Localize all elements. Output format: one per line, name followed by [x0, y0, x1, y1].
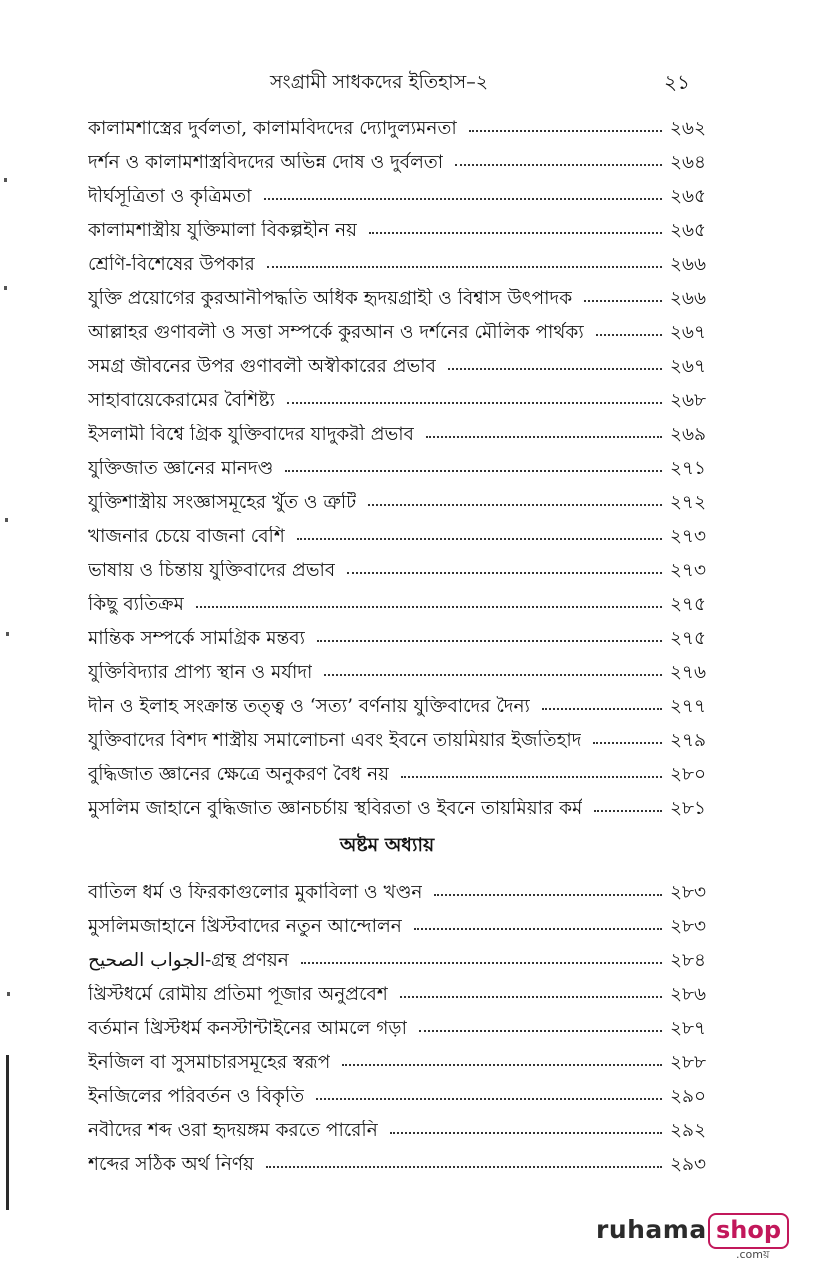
toc-entry-page: ২৭৩ — [669, 525, 706, 547]
toc-entry — [88, 207, 706, 241]
scan-speck — [5, 518, 8, 522]
dot-leader — [266, 1166, 662, 1168]
toc-entry-page: ২৯২ — [669, 1119, 706, 1141]
running-title: সংগ্রামী সাধকদের ইতিহাস–২ — [270, 71, 489, 93]
toc-entry-title: যুক্তি প্রয়োগের কুরআনীপদ্ধতি অধিক হৃদয়গ্রাহী ও বিশ্বাস উৎপাদক — [88, 287, 573, 309]
watermark-logo — [596, 1215, 786, 1265]
toc-entry — [88, 581, 706, 615]
toc-entry — [88, 785, 706, 819]
toc-entry-title: ইসলামী বিশ্বে গ্রিক যুক্তিবাদের যাদুকরী প্রভাব — [88, 423, 414, 445]
toc-entry-page: ২৮৮ — [669, 1051, 706, 1073]
scan-speck — [4, 178, 7, 182]
toc-entry — [88, 275, 706, 309]
dot-leader — [264, 198, 662, 200]
toc-entry-title: যুক্তিবিদ্যার প্রাপ্য স্থান ও মর্যাদা — [88, 661, 313, 683]
toc-entry — [88, 751, 706, 785]
toc-entry — [88, 1005, 706, 1039]
toc-entry — [88, 309, 706, 343]
toc-entry-page: ২৬৬ — [669, 253, 706, 275]
toc-entry-title: যুক্তিজাত জ্ঞানের মানদণ্ড — [88, 457, 274, 479]
toc-entry-title: মুসলিমজাহানে খ্রিস্টবাদের নতুন আন্দোলন — [88, 915, 402, 937]
dot-leader — [400, 996, 662, 998]
toc-entry-title: বুদ্ধিজাত জ্ঞানের ক্ষেত্রে অনুকরণ বৈধ নয় — [88, 763, 390, 785]
toc-entry-title: ইনজিলের পরিবর্তন ও বিকৃতি — [88, 1085, 305, 1107]
toc-entry — [88, 377, 706, 411]
toc-entry-page: ২৮০ — [669, 763, 706, 785]
toc-entry — [88, 105, 706, 139]
toc-entry — [88, 1073, 706, 1107]
dot-leader — [390, 1132, 662, 1134]
dot-leader — [324, 674, 662, 676]
toc-entry — [88, 547, 706, 581]
dot-leader — [342, 1064, 662, 1066]
dot-leader — [594, 810, 662, 812]
dot-leader — [593, 742, 662, 744]
logo-text-suffix: .comয় — [736, 1248, 770, 1261]
toc-entry-title: খাজনার চেয়ে বাজনা বেশি — [88, 525, 285, 547]
dot-leader — [369, 232, 662, 234]
toc-entry-title: যুক্তিবাদের বিশদ শাস্ত্রীয় সমালোচনা এবং ইবনে তায়মিয়ার ইজতিহাদ — [88, 729, 582, 751]
toc-entry-title: শ্রেণি-বিশেষের উপকার — [88, 253, 255, 275]
dot-leader — [584, 300, 662, 302]
dot-leader — [297, 538, 662, 540]
scan-speck — [7, 992, 10, 996]
toc-entry-title: বাতিল ধর্ম ও ফিরকাগুলোর মুকাবিলা ও খণ্ডন — [88, 881, 423, 903]
page-header — [0, 68, 825, 100]
toc-entry — [88, 869, 706, 903]
dot-leader — [426, 436, 662, 438]
toc-entry-title: মুসলিম জাহানে বুদ্ধিজাত জ্ঞানচর্চায় স্থবিরতা ও ইবনে তায়মিয়ার কর্ম — [88, 797, 583, 819]
toc-entry-page: ২৯৩ — [669, 1153, 706, 1175]
dot-leader — [448, 368, 662, 370]
toc-entry — [88, 343, 706, 377]
toc-entry — [88, 445, 706, 479]
dot-leader — [267, 266, 662, 268]
scan-edge-line — [6, 1055, 9, 1210]
toc-entry-title: সমগ্র জীবনের উপর গুণাবলী অস্বীকারের প্রভাব — [88, 355, 436, 377]
toc-entry — [88, 649, 706, 683]
toc-list-chapter-8 — [88, 869, 706, 1175]
toc-entry-page: ২৬৪ — [669, 151, 706, 173]
toc-entry-page: ২৮৭ — [669, 1017, 706, 1039]
toc-entry — [88, 479, 706, 513]
toc-entry-page: ২৬৯ — [669, 423, 706, 445]
toc-entry-page: ২৮৬ — [669, 983, 706, 1005]
dot-leader — [285, 470, 662, 472]
toc-entry — [88, 411, 706, 445]
toc-entry-page: ২৬৬ — [669, 287, 706, 309]
toc-entry-page: ২৬৭ — [669, 355, 706, 377]
table-of-contents — [88, 105, 706, 1175]
toc-entry-title: দীর্ঘসূত্রিতা ও কৃত্রিমতা — [88, 185, 252, 207]
toc-entry — [88, 615, 706, 649]
logo-text-ruhama: ruhama — [596, 1215, 707, 1244]
toc-entry-page: ২৭৬ — [669, 661, 706, 683]
toc-entry-page: ২৭৯ — [669, 729, 706, 751]
dot-leader — [542, 708, 662, 710]
toc-entry-page: ২৭৭ — [669, 695, 706, 717]
dot-leader — [287, 402, 662, 404]
toc-entry-page: ২৭৩ — [669, 559, 706, 581]
toc-entry-page: ২৮৩ — [669, 915, 706, 937]
toc-entry-page: ২৬৮ — [669, 389, 706, 411]
toc-entry-title: সাহাবায়েকেরামের বৈশিষ্ট্য — [88, 389, 275, 411]
toc-entry — [88, 241, 706, 275]
dot-leader — [317, 640, 662, 642]
toc-entry-page: ২৮৩ — [669, 881, 706, 903]
toc-entry — [88, 1107, 706, 1141]
toc-entry-title: কিছু ব্যতিক্রম — [88, 593, 184, 615]
toc-entry-page: ২৮১ — [669, 797, 706, 819]
toc-entry-page: ২৭৫ — [669, 593, 706, 615]
toc-entry-page: ২৯০ — [669, 1085, 706, 1107]
toc-entry-title: الجواب الصحيح-গ্রন্থ প্রণয়ন — [88, 949, 289, 971]
page-number: ২১ — [664, 70, 690, 94]
toc-entry-title: আল্লাহর গুণাবলী ও সত্তা সম্পর্কে কুরআন ও দর্শনের মৌলিক পার্থক্য — [88, 321, 584, 343]
dot-leader — [316, 1098, 662, 1100]
toc-entry — [88, 513, 706, 547]
toc-entry-title: কালামশাস্ত্রীয় যুক্তিমালা বিকল্পহীন নয় — [88, 219, 358, 241]
toc-entry-title: ভাষায় ও চিন্তায় যুক্তিবাদের প্রভাব — [88, 559, 336, 581]
dot-leader — [419, 1030, 662, 1032]
toc-entry-title: খ্রিস্টধর্মে রোমীয় প্রতিমা পূজার অনুপ্রবেশ — [88, 983, 388, 1005]
dot-leader — [347, 572, 662, 574]
dot-leader — [434, 894, 662, 896]
scan-speck — [4, 286, 7, 290]
dot-leader — [414, 928, 662, 930]
toc-entry-title: শব্দের সঠিক অর্থ নির্ণয় — [88, 1153, 254, 1175]
toc-entry — [88, 139, 706, 173]
toc-entry-title: নবীদের শব্দ ওরা হৃদয়ঙ্গম করতে পারেনি — [88, 1119, 378, 1141]
toc-entry-page: ২৬২ — [669, 117, 706, 139]
dot-leader — [401, 776, 662, 778]
dot-leader — [469, 130, 662, 132]
dot-leader — [455, 164, 662, 166]
toc-entry-page: ২৬৭ — [669, 321, 706, 343]
dot-leader — [196, 606, 662, 608]
chapter-heading: অষ্টম অধ্যায় — [339, 834, 435, 856]
toc-entry — [88, 971, 706, 1005]
scan-speck — [6, 632, 9, 636]
toc-entry-title: ইনজিল বা সুসমাচারসমূহের স্বরূপ — [88, 1051, 331, 1073]
toc-entry-title: যুক্তিশাস্ত্রীয় সংজ্ঞাসমূহের খুঁত ও ত্রুটি — [88, 491, 357, 513]
toc-entry — [88, 683, 706, 717]
toc-entry-page: ২৬৫ — [669, 219, 706, 241]
toc-entry — [88, 173, 706, 207]
toc-entry-title: দর্শন ও কালামশাস্ত্রবিদদের অভিন্ন দোষ ও দুর্বলতা — [88, 151, 444, 173]
logo-text-shop: shop — [708, 1213, 789, 1249]
toc-entry — [88, 717, 706, 751]
toc-entry-page: ২৭২ — [669, 491, 706, 513]
toc-entry-title: দীন ও ইলাহ সংক্রান্ত তত্ত্ব ও ‘সত্য’ বর্ণনায় যুক্তিবাদের দৈন্য — [88, 695, 530, 717]
toc-entry — [88, 1141, 706, 1175]
dot-leader — [301, 962, 662, 964]
toc-entry-page: ২৭১ — [669, 457, 706, 479]
toc-list-chapter-7 — [88, 105, 706, 819]
toc-entry — [88, 903, 706, 937]
toc-entry-page: ২৭৫ — [669, 627, 706, 649]
toc-entry-page: ২৮৪ — [669, 949, 706, 971]
toc-entry-page: ২৬৫ — [669, 185, 706, 207]
toc-entry — [88, 937, 706, 971]
toc-entry — [88, 1039, 706, 1073]
toc-entry-title: মান্তিক সম্পর্কে সামগ্রিক মন্তব্য — [88, 627, 305, 649]
dot-leader — [596, 334, 662, 336]
toc-entry-title: কালামশাস্ত্রের দুর্বলতা, কালামবিদদের দ্যোদুল্যমনতা — [88, 117, 457, 139]
toc-entry-title: বর্তমান খ্রিস্টধর্ম কনস্টান্টাইনের আমলে গড়া — [88, 1017, 407, 1039]
dot-leader — [368, 504, 662, 506]
